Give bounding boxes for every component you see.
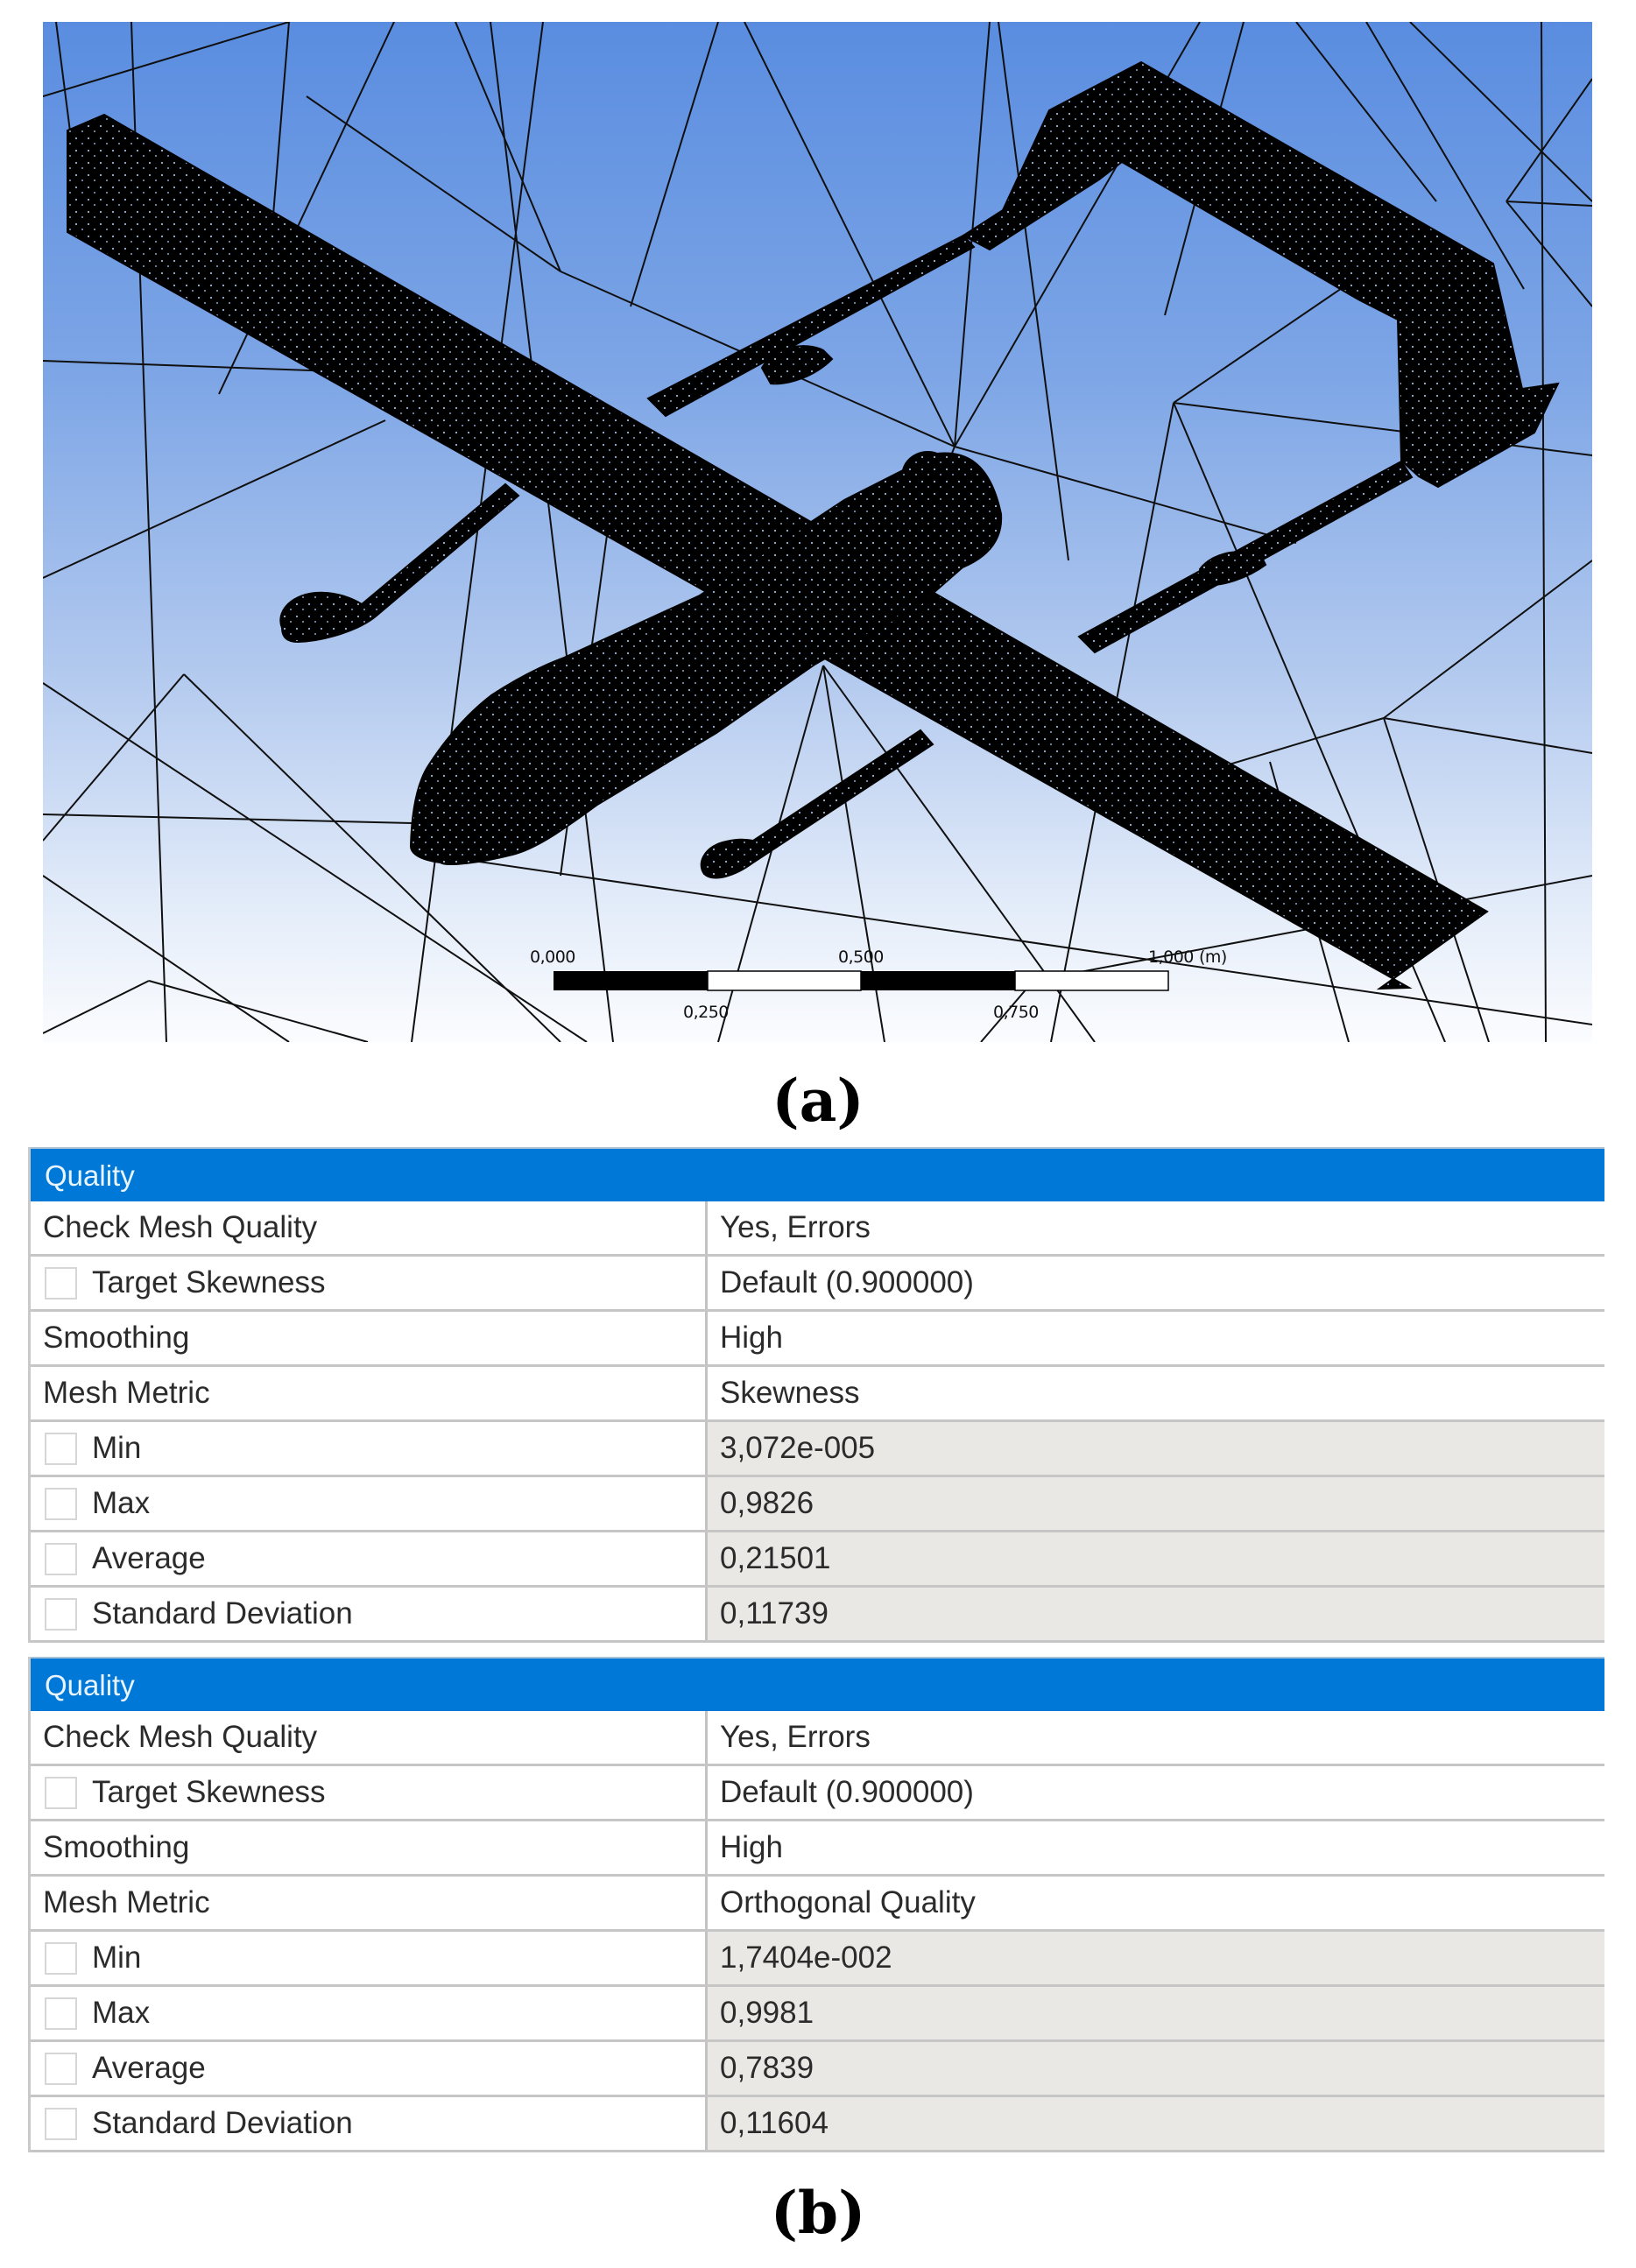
row-label: Target Skewness (92, 1775, 326, 1809)
scale-unit: (m) (1199, 947, 1227, 967)
row-label-cell (31, 2042, 708, 2095)
row-value-dropdown[interactable]: High (720, 1321, 783, 1355)
row-label-cell (31, 1422, 708, 1475)
row-label: Min (92, 1940, 142, 1975)
table-row[interactable] (31, 1821, 1604, 1877)
row-label-cell (31, 1987, 708, 2039)
row-label: Max (92, 1996, 151, 2030)
row-label-cell (31, 2097, 708, 2150)
row-value-field[interactable]: Default (0.900000) (720, 1775, 974, 1809)
parameter-checkbox[interactable] (45, 1777, 77, 1809)
row-label: Max (92, 1486, 151, 1520)
table-row[interactable] (31, 1766, 1604, 1821)
row-label-cell (31, 1588, 708, 1640)
table-row[interactable] (31, 1532, 1604, 1588)
caption-a (0, 1066, 1636, 1137)
mesh-graphic (43, 22, 1592, 1042)
quality-table-skewness (28, 1147, 1604, 1643)
table-row[interactable] (31, 1312, 1604, 1367)
parameter-checkbox[interactable] (45, 1543, 77, 1575)
row-label: Mesh Metric (31, 1367, 708, 1419)
row-value-readonly: 0,21501 (708, 1532, 1604, 1585)
row-label: Average (92, 2051, 206, 2085)
row-label-cell (31, 1766, 708, 1819)
parameter-checkbox[interactable] (45, 2108, 77, 2140)
row-value-readonly: 0,9826 (708, 1477, 1604, 1530)
parameter-checkbox[interactable] (45, 1488, 77, 1520)
row-value-readonly: 3,072e-005 (708, 1422, 1604, 1475)
caption-a-text: (a) (772, 1067, 864, 1135)
row-value-dropdown[interactable]: Yes, Errors (720, 1720, 871, 1754)
row-label-cell (31, 1257, 708, 1309)
table-row[interactable] (31, 1201, 1604, 1257)
row-value-dropdown[interactable]: Skewness (720, 1376, 860, 1410)
section-header-quality[interactable]: Quality (31, 1147, 1604, 1201)
parameter-checkbox[interactable] (45, 2053, 77, 2085)
table-row[interactable] (31, 1477, 1604, 1532)
row-value-readonly: 0,9981 (708, 1987, 1604, 2039)
mesh-viewport[interactable] (43, 22, 1592, 1042)
scale-label-0: 0,000 (530, 947, 575, 967)
row-label-cell (31, 1477, 708, 1530)
uav-mesh-model (67, 62, 1558, 989)
row-value-readonly: 0,11604 (708, 2097, 1604, 2150)
row-label-cell (31, 1932, 708, 1984)
scale-label-1-000: 1,000 (1148, 947, 1194, 967)
row-value-dropdown[interactable]: Yes, Errors (720, 1210, 871, 1244)
row-label: Min (92, 1431, 142, 1465)
row-label: Mesh Metric (31, 1877, 708, 1929)
row-label: Smoothing (31, 1821, 708, 1874)
quality-table-orthogonal (28, 1657, 1604, 2152)
parameter-checkbox[interactable] (45, 1598, 77, 1631)
row-label: Average (92, 1541, 206, 1575)
scale-label-0-250: 0,250 (683, 1003, 729, 1022)
row-value-field[interactable]: Default (0.900000) (720, 1265, 974, 1300)
table-row[interactable] (31, 2097, 1604, 2152)
row-value-readonly: 1,7404e-002 (708, 1932, 1604, 1984)
section-header-quality[interactable]: Quality (31, 1657, 1604, 1711)
caption-b (0, 2178, 1636, 2249)
caption-b-text: (b) (770, 2179, 866, 2247)
table-row[interactable] (31, 1257, 1604, 1312)
table-row[interactable] (31, 1877, 1604, 1932)
scale-label-0-750: 0,750 (993, 1003, 1039, 1022)
row-value-dropdown[interactable]: Orthogonal Quality (720, 1885, 976, 1919)
row-label: Standard Deviation (92, 1596, 353, 1631)
row-label: Standard Deviation (92, 2106, 353, 2140)
table-row[interactable] (31, 1932, 1604, 1987)
parameter-checkbox[interactable] (45, 1997, 77, 2030)
parameter-checkbox[interactable] (45, 1433, 77, 1465)
row-label-cell (31, 1532, 708, 1585)
parameter-checkbox[interactable] (45, 1942, 77, 1975)
row-label: Check Mesh Quality (31, 1201, 708, 1254)
row-label: Target Skewness (92, 1265, 326, 1300)
row-value-readonly: 0,7839 (708, 2042, 1604, 2095)
row-value-readonly: 0,11739 (708, 1588, 1604, 1640)
row-value-dropdown[interactable]: High (720, 1830, 783, 1864)
parameter-checkbox[interactable] (45, 1267, 77, 1300)
table-row[interactable] (31, 1367, 1604, 1422)
scale-label-0-500: 0,500 (838, 947, 884, 967)
table-row[interactable] (31, 1987, 1604, 2042)
scale-bar (554, 971, 1168, 990)
table-row[interactable] (31, 1422, 1604, 1477)
row-label: Smoothing (31, 1312, 708, 1364)
row-label: Check Mesh Quality (31, 1711, 708, 1764)
table-row[interactable] (31, 2042, 1604, 2097)
table-row[interactable] (31, 1711, 1604, 1766)
table-row[interactable] (31, 1588, 1604, 1643)
